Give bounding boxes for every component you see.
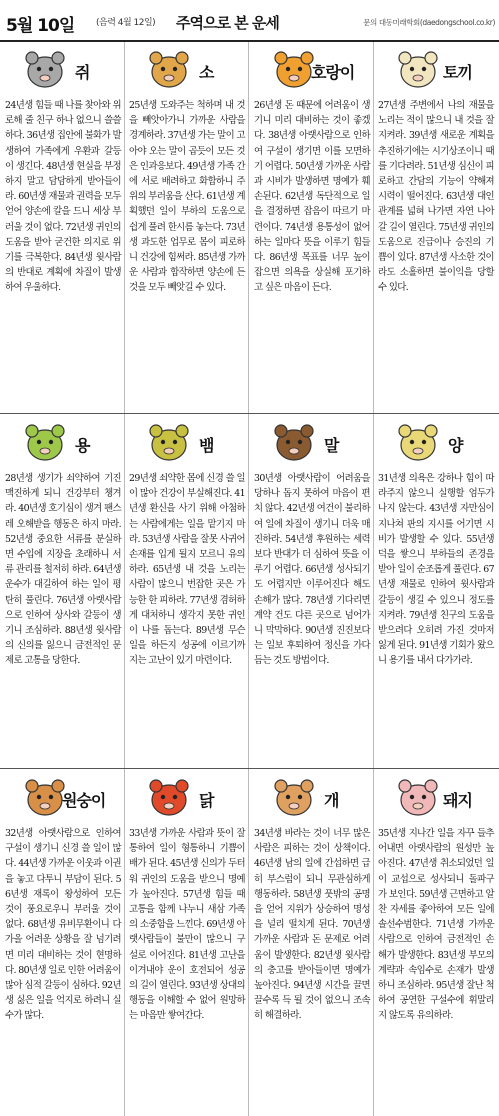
zodiac-cell bbox=[375, 415, 496, 770]
zodiac-row bbox=[0, 770, 499, 1116]
zodiac-heading bbox=[251, 774, 372, 822]
zodiac-cell bbox=[2, 42, 123, 415]
fortune-text: 32년생 아랫사람으로 인하여 구설이 생기니 신경 쓸 일이 많다. 44년생 가까운 이웃과 이권을 놓고 다투니 부담이 된다. 56년생 재록이 왕성하여 모든 것이 풍요로우니 부러울 것이 없다. 68년생 유비무환이니 다가올 어려운 상황을 잘 넘기려면 미리 대비하는 것이 현명하다. 80년생 일로 인한 어려움이 많아 심적 갈등이 심하다. 92년생 싫은 일을 억지로 하려니 실수가 많다. bbox=[5, 828, 121, 1022]
zodiac-cell bbox=[251, 770, 372, 1116]
zodiac-heading bbox=[126, 419, 247, 467]
zodiac-heading bbox=[2, 774, 123, 822]
zodiac-cell bbox=[126, 415, 247, 770]
fortune-text: 26년생 돈 때문에 어려움이 생기니 미리 대비하는 것이 좋겠다. 38년생 아랫사람으로 인하여 구설이 생기면 이를 모면하기 어렵다. 50년생 가까운 사람과 시비가 발생하면 명예가 훼손된다. 62년생 독단적으로 일을 결정하면 잡음이 따르기 마련이다. 74년생 용통성이 없어 하는 일마다 뜻을 이루기 힘들다. 86년생 목표를 너무 높이 잡으면 의욕을 상실해 포기하고 싶은 마음이 든다. bbox=[254, 100, 370, 294]
zodiac-cell bbox=[251, 42, 372, 415]
column-divider bbox=[248, 415, 249, 770]
zodiac-name: 토끼 bbox=[443, 63, 472, 82]
zodiac-name: 호랑이 bbox=[311, 63, 355, 82]
zodiac-cell bbox=[126, 770, 247, 1116]
date-heading: 5월 10일 bbox=[6, 16, 75, 36]
lunar-date: (음력 4월 12일) bbox=[96, 18, 156, 28]
column-divider bbox=[373, 770, 374, 1116]
fortune-text: 28년생 생기가 쇠약하여 기진맥진하게 되니 건강부터 챙겨라. 40년생 호기심이 생겨 팬스레 오해받을 행동은 하지 마라. 52년생 중요한 서류를 분실하면 수입에 지장을 초래하니 서류 관리를 철저히 하라. 64년생 운수가 대길하여 하는 일이 평탄히 풀린다. 76년생 아랫사람으로 인하여 상사와 갈등이 생기니 조심하라. 88년생 윗사람의 신의를 잃으니 금전적인 문제로 고통을 당한다. bbox=[5, 473, 121, 667]
zodiac-row bbox=[0, 415, 499, 770]
fortune-text: 25년생 도와주는 척하며 내 것을 빼앗아가니 가까운 사람을 경계하라. 37년생 가는 말이 고아야 오는 말이 곱듯이 모든 것은 인과응보다. 49년생 가족 간에 서로 배려하고 화합하니 주위의 부러움을 산다. 61년생 계획했던 일이 부하의 도움으로 쉽게 풀려 한시름 놓는다. 73년생 과도한 업무로 몸이 피로하니 건강에 힘써라. 85년생 가까운 사람과 합작하면 양손에 든 것을 모두 빼앗길 수 있다. bbox=[129, 100, 245, 294]
zodiac-name: 원숭이 bbox=[62, 791, 106, 810]
zodiac-heading bbox=[2, 46, 123, 94]
zodiac-name: 쥐 bbox=[75, 63, 90, 82]
fortune-text: 35년생 지나간 일을 자꾸 들추어내면 아랫사람의 원성만 높아진다. 47년생 취소되었던 일이 교섭으로 성사되니 돌파구가 보인다. 59년생 근면하고 알찬 자세를 좋아하여 모든 일에 솔선수범한다. 71년생 가까운 사람으로 인하여 금전적인 손해가 발생한다. 83년생 부모의 계략과 속임수로 손재가 발생하니 조심하라. 95년생 잘난 척하여 공연한 구설수에 휘말리지 않도록 유의하라. bbox=[378, 828, 494, 1022]
row-divider bbox=[0, 768, 499, 769]
zodiac-cell bbox=[2, 415, 123, 770]
zodiac-heading bbox=[2, 419, 123, 467]
inquiry-contact: 문의 대동미래학회(daedongschool.co.kr) bbox=[363, 18, 495, 27]
column-divider bbox=[124, 415, 125, 770]
zodiac-heading bbox=[126, 46, 247, 94]
column-divider bbox=[373, 415, 374, 770]
zodiac-name: 양 bbox=[448, 436, 463, 455]
zodiac-cell bbox=[375, 770, 496, 1116]
column-divider bbox=[124, 42, 125, 415]
zodiac-cell bbox=[2, 770, 123, 1116]
zodiac-heading bbox=[126, 774, 247, 822]
zodiac-heading bbox=[251, 46, 372, 94]
fortune-text: 27년생 주변에서 나의 재물을 노리는 적이 많으니 내 것을 잘 지켜라. 39년생 새로운 계획을 추진하기에는 시기상조이니 때를 기다려라. 51년생 심신이 피로하고 간담의 기능이 약해져 시력이 떨어진다. 63년생 대인관계를 넓혀 나가면 자연 나아갈 길이 열린다. 75년생 귀인의 도움으로 진급이나 승진의 기쁨이 있다. 87년생 사소한 것이라도 소홀하면 불이익을 당할 수 있다. bbox=[378, 100, 494, 294]
zodiac-row bbox=[0, 42, 499, 415]
snake-icon bbox=[146, 421, 192, 465]
dog-icon bbox=[271, 776, 317, 820]
column-divider bbox=[373, 42, 374, 415]
zodiac-name: 닭 bbox=[199, 791, 214, 810]
row-divider bbox=[0, 413, 499, 414]
page-title: 주역으로 본 운세 bbox=[176, 14, 279, 32]
fortune-text: 24년생 힘들 때 나를 찾아와 위로해 줄 친구 하나 없으니 쓸쓸하다. 36년생 집안에 불화가 발생하여 가족에게 우환과 갈등이 생긴다. 48년생 현실을 부정하지 말고 담담하게 받아들이라. 60년생 재물과 권력을 모두 얻어 양손에 칼을 드니 세상 부러울 것이 없다. 72년생 귀인의 도움을 받아 굳건한 의지로 위기를 극복한다. 84년생 윗사람의 반대로 계획에 차질이 발생하여 우울하다. bbox=[5, 100, 121, 294]
rat-icon bbox=[22, 48, 68, 92]
zodiac-name: 소 bbox=[199, 63, 214, 82]
horse-icon bbox=[271, 421, 317, 465]
zodiac-cell bbox=[375, 42, 496, 415]
zodiac-name: 뱀 bbox=[199, 436, 214, 455]
zodiac-heading bbox=[375, 419, 496, 467]
column-divider bbox=[248, 42, 249, 415]
zodiac-name: 용 bbox=[75, 436, 90, 455]
zodiac-cell bbox=[251, 415, 372, 770]
fortune-text: 30년생 아랫사람이 어려움을 당하나 돕지 못하여 마음이 편치 않다. 42년생 여건이 불리하여 일에 차질이 생기니 더욱 매진하라. 54년생 후원하는 세력보다 반대가 더 심하여 뜻을 이루기 어렵다. 66년생 성사되기도 어렵지만 이루어진다 해도 손해가 많다. 78년생 기다리면 계약 건도 다른 곳으로 넘어가니 막막하다. 90년생 진진보다는 일보 후퇴하여 정신을 가다듬는 것도 방법이다. bbox=[254, 473, 370, 667]
rabbit-icon bbox=[395, 48, 441, 92]
zodiac-name: 개 bbox=[324, 791, 339, 810]
zodiac-heading bbox=[375, 774, 496, 822]
zodiac-name: 돼지 bbox=[443, 791, 472, 810]
ox-icon bbox=[146, 48, 192, 92]
fortune-text: 29년생 쇠약한 몸에 신경 쓸 일이 많아 건강이 부실해진다. 41년생 환신을 사기 위해 아첨하는 사람에게는 일을 맡기지 마라. 53년생 사람을 잘못 사귀어 손재를 입게 될지 모르니 유의하라. 65년생 내 것을 노리는 사람이 많으니 번잡한 곳은 가능한 한 피하라. 77년생 겸허하게 대처하니 생각지 못한 귀인이 나를 돕는다. 89년생 무슨 일을 하든지 성공에 이르기까지는 고난이 있기 마련이다. bbox=[129, 473, 245, 667]
column-divider bbox=[124, 770, 125, 1116]
page-header bbox=[0, 0, 499, 42]
column-divider bbox=[248, 770, 249, 1116]
dragon-icon bbox=[22, 421, 68, 465]
fortune-text: 33년생 가까운 사람과 뜻이 잘 통하여 일이 형통하니 기쁨이 배가 된다. 45년생 신의가 두터워 귀인의 도움을 받으니 명예가 높아진다. 57년생 힘들 때 고통을 함께 나누니 새삼 가족의 소중함을 느낀다. 69년생 아랫사람들이 불만이 많으니 구설로 이어진다. 81년생 고난을 이겨내야 운이 호전되어 성공의 길이 열린다. 93년생 상대의 행동을 이해할 수 없어 원망하는 마음만 쌓여간다. bbox=[129, 828, 245, 1022]
zodiac-heading bbox=[251, 419, 372, 467]
zodiac-cell bbox=[126, 42, 247, 415]
fortune-text: 31년생 의욕은 강하나 힘이 따라주지 않으니 실행할 엄두가 나지 않는다. 43년생 자만심이 지나쳐 판의 지시를 어기면 시비가 발생할 수 있다. 55년생 덕을 쌓으니 부하들의 존경을 받아 일이 순조롭게 풀린다. 67년생 재물로 인하여 윗사람과 갈등이 생길 수 있으니 정도를 지켜라. 79년생 친구의 도움을 받으려다 오히려 가진 것마저 잃게 된다. 91년생 기회가 왔으니 용기를 내서 다가가라. bbox=[378, 473, 494, 667]
pig-icon bbox=[395, 776, 441, 820]
sheep-icon bbox=[395, 421, 441, 465]
zodiac-grid bbox=[0, 42, 499, 1116]
zodiac-heading bbox=[375, 46, 496, 94]
rooster-icon bbox=[146, 776, 192, 820]
fortune-text: 34년생 바라는 것이 너무 많은 사람은 피하는 것이 상책이다. 46년생 남의 일에 간섭하면 급히 부스럼이 되니 무관심하게 행동하라. 58년생 풋밖의 공명을 얻어 지위가 상승하여 명성을 널리 떨치게 된다. 70년생 가까운 사람과 돈 문제로 어려움이 발생한다. 82년생 윗사람의 충고를 받아들이면 명예가 높아진다. 94년생 시간을 끌면 끌수록 득 될 것이 없으니 조속히 해결하라. bbox=[254, 828, 370, 1022]
zodiac-name: 말 bbox=[324, 436, 339, 455]
